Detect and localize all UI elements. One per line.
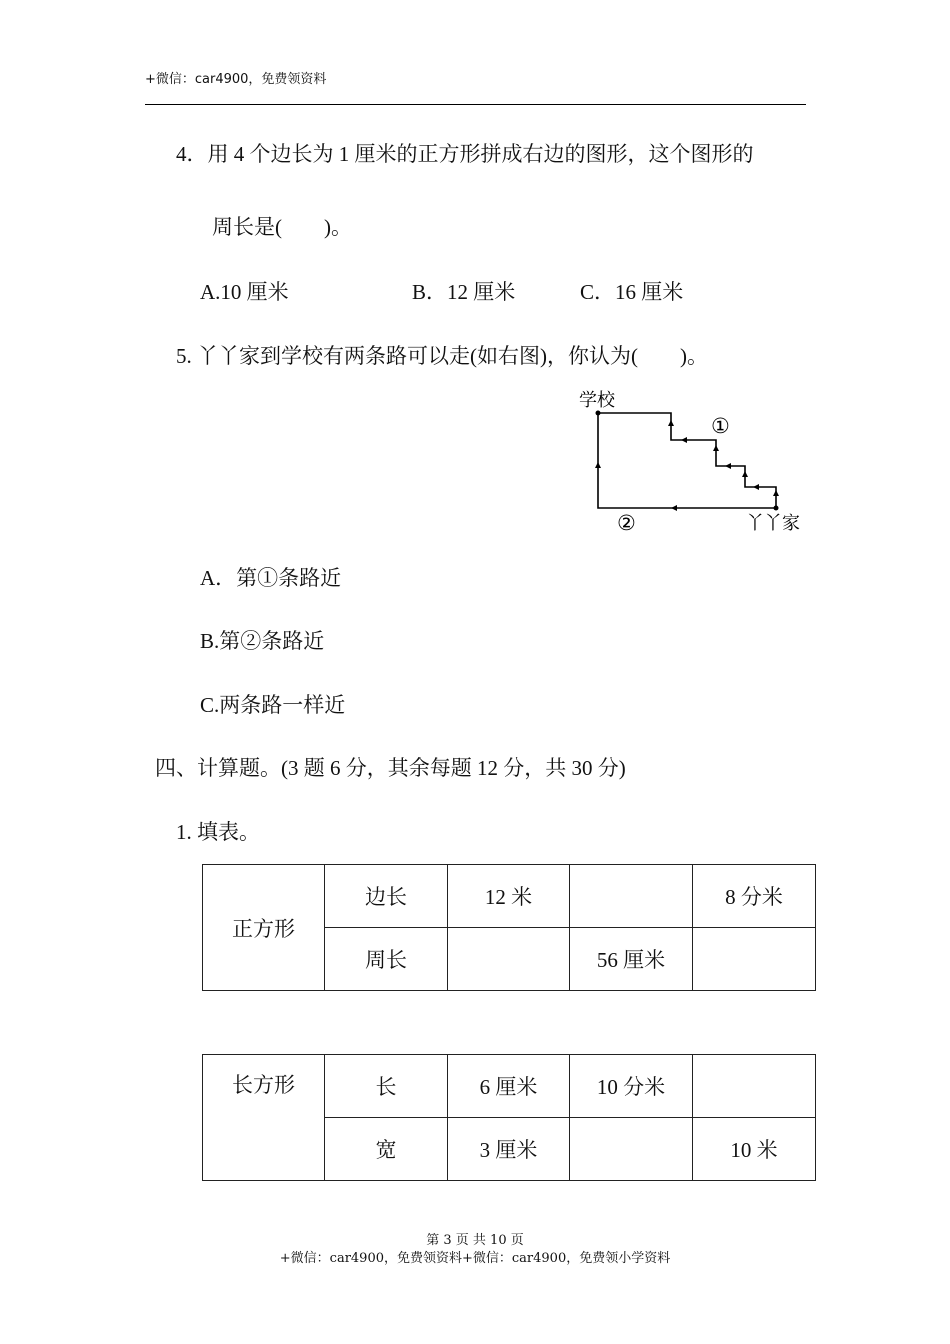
route-1-label: ① [711, 414, 730, 438]
q5-option-a: A．第①条路近 [200, 566, 342, 590]
home-label: 丫丫家 [746, 513, 800, 534]
table-cell: 宽 [325, 1118, 448, 1181]
table-cell [693, 1055, 816, 1118]
table-cell [448, 928, 570, 991]
route-2-label: ② [617, 511, 636, 535]
q5-option-c: C.两条路一样近 [200, 693, 346, 717]
q5-option-b: B.第②条路近 [200, 629, 325, 653]
q4-stem: 4．用 4 个边长为 1 厘米的正方形拼成右边的图形，这个图形的 [176, 142, 754, 166]
route-1-path [598, 413, 776, 508]
table-cell: 10 米 [693, 1118, 816, 1181]
table-cell: 10 分米 [570, 1055, 693, 1118]
table-cell: 边长 [325, 865, 448, 928]
q4-option-b: B．12 厘米 [412, 280, 516, 304]
q4-stem-cont: 周长是( )。 [212, 215, 352, 239]
q4-option-a: A.10 厘米 [200, 280, 289, 304]
table-cell [570, 865, 693, 928]
square-table [202, 864, 816, 991]
table-cell: 3 厘米 [448, 1118, 570, 1181]
school-point [596, 411, 601, 416]
q5-stem: 5. 丫丫家到学校有两条路可以走(如右图)，你认为( )。 [176, 344, 708, 368]
section-title: 四、计算题。(3 题 6 分，其余每题 12 分，共 30 分) [155, 756, 626, 780]
rect-table [202, 1054, 816, 1181]
footer-watermark: +微信：car4900，免费领资料+微信：car4900，免费领小学资料 [279, 1251, 671, 1266]
route-diagram [570, 383, 820, 538]
header-watermark: +微信：car4900，免费领资料 [145, 72, 327, 87]
home-point [774, 506, 779, 511]
q4-option-c: C．16 厘米 [580, 280, 684, 304]
route-2-path [598, 413, 776, 508]
table-cell: 长 [325, 1055, 448, 1118]
rect-shape-cell: 长方形 [203, 1055, 325, 1181]
table-cell: 12 米 [448, 865, 570, 928]
table-cell [693, 928, 816, 991]
q1-stem: 1. 填表。 [176, 820, 260, 844]
page-number: 第 3 页 共 10 页 [426, 1233, 524, 1248]
table-cell: 56 厘米 [570, 928, 693, 991]
school-label: 学校 [579, 390, 615, 411]
table-cell [570, 1118, 693, 1181]
square-shape-cell: 正方形 [203, 865, 325, 991]
header-rule [145, 104, 806, 105]
table-cell: 8 分米 [693, 865, 816, 928]
table-cell: 6 厘米 [448, 1055, 570, 1118]
table-cell: 周长 [325, 928, 448, 991]
